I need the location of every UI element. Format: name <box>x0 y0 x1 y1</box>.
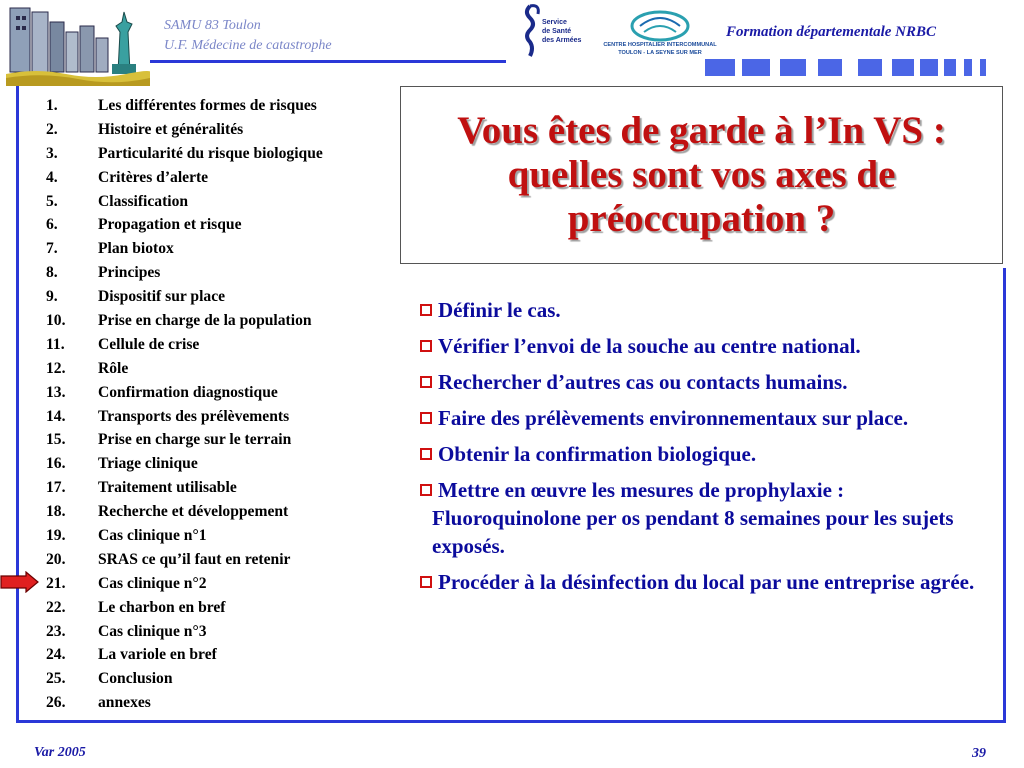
toc-item-label: Particularité du risque biologique <box>98 144 323 162</box>
toc-item-number: 10. <box>46 311 66 329</box>
toc-item[interactable] <box>30 333 400 357</box>
toc-item[interactable] <box>30 405 400 429</box>
toc-item-number: 3. <box>46 144 58 162</box>
skyline-logo-icon <box>6 2 150 86</box>
toc-item[interactable] <box>30 476 400 500</box>
decor-square <box>920 59 938 76</box>
toc-item[interactable] <box>30 237 400 261</box>
bullet-item <box>420 568 992 596</box>
toc-item-label: Confirmation diagnostique <box>98 383 278 401</box>
toc-item-label: Cellule de crise <box>98 335 200 353</box>
toc-item-number: 14. <box>46 407 66 425</box>
bullet-item <box>420 296 992 324</box>
samu-logo <box>6 2 150 86</box>
bullet-checkbox-icon <box>420 376 432 388</box>
toc-item-label: Traitement utilisable <box>98 479 237 497</box>
toc-item[interactable] <box>30 261 400 285</box>
toc-item[interactable] <box>30 596 400 620</box>
bullet-text: Mettre en œuvre les mesures de prophylaxie : Fluoroquinolone per os pendant 8 semaines pour les sujets exposés. <box>432 478 954 558</box>
svg-text:CENTRE HOSPITALIER INTERCOMMUN: CENTRE HOSPITALIER INTERCOMMUNAL <box>603 42 717 48</box>
service-sante-logo <box>516 2 588 60</box>
decor-square <box>780 59 806 76</box>
hospital-emblem-icon <box>600 6 720 58</box>
toc-item-label: Cas clinique n°3 <box>98 622 207 640</box>
bullet-checkbox-icon <box>420 412 432 424</box>
toc-item[interactable] <box>30 452 400 476</box>
toc-item[interactable] <box>30 309 400 333</box>
svg-text:de Santé: de Santé <box>542 28 572 35</box>
toc-item-label: Prise en charge sur le terrain <box>98 431 292 449</box>
toc-item-number: 16. <box>46 455 66 473</box>
bullet-item <box>420 368 992 396</box>
decor-square <box>742 59 770 76</box>
bullet-text: Obtenir la confirmation biologique. <box>438 442 757 466</box>
toc-item[interactable] <box>30 190 400 214</box>
toc-item-label: Prise en charge de la population <box>98 311 312 329</box>
bullet-text: Rechercher d’autres cas ou contacts humains. <box>438 370 848 394</box>
decor-square <box>892 59 914 76</box>
toc-item-number: 26. <box>46 694 66 712</box>
toc-item-number: 11. <box>46 335 65 353</box>
toc-item[interactable] <box>30 500 400 524</box>
bullet-text: Faire des prélèvements environnementaux sur place. <box>438 406 909 430</box>
toc-item[interactable] <box>30 428 400 452</box>
formation-title: Formation départementale NRBC <box>726 24 937 40</box>
toc-item-label: Dispositif sur place <box>98 288 226 306</box>
toc-item-label: Le charbon en bref <box>98 598 226 616</box>
toc-item-number: 1. <box>46 96 58 114</box>
toc-item[interactable] <box>30 620 400 644</box>
caduceus-icon <box>516 2 588 60</box>
toc-item[interactable] <box>30 142 400 166</box>
org-line1: SAMU 83 Toulon <box>164 18 261 33</box>
bullet-text: Définir le cas. <box>438 298 561 322</box>
bullet-item <box>420 404 992 432</box>
toc-item-number: 21. <box>46 574 66 592</box>
bullet-checkbox-icon <box>420 576 432 588</box>
toc-item[interactable] <box>30 357 400 381</box>
svg-text:TOULON - LA SEYNE SUR MER: TOULON - LA SEYNE SUR MER <box>618 50 702 56</box>
decor-square <box>705 59 735 76</box>
org-line2: U.F. Médecine de catastrophe <box>164 38 332 53</box>
hospital-logo <box>600 6 720 58</box>
bullet-item <box>420 332 992 360</box>
toc-item-label: Principes <box>98 264 161 282</box>
toc-item-number: 20. <box>46 550 66 568</box>
toc-item-number: 22. <box>46 598 66 616</box>
svg-text:des Armées: des Armées <box>542 37 582 44</box>
toc-item-number: 4. <box>46 168 58 186</box>
bullet-text: Procéder à la désinfection du local par une entreprise agrée. <box>438 570 975 594</box>
toc-item-number: 7. <box>46 240 58 258</box>
bullet-text: Vérifier l’envoi de la souche au centre national. <box>438 334 861 358</box>
toc-item-label: Recherche et développement <box>98 503 289 521</box>
toc-item-label: Cas clinique n°1 <box>98 526 207 544</box>
bullet-list <box>420 296 992 604</box>
toc-item[interactable] <box>30 285 400 309</box>
toc-item-label: Propagation et risque <box>98 216 242 234</box>
toc-item-label: Transports des prélèvements <box>98 407 290 425</box>
svg-text:Service: Service <box>542 19 567 26</box>
toc-item-label: Plan biotox <box>98 240 174 258</box>
toc-item-label: Conclusion <box>98 670 173 688</box>
toc-item-number: 18. <box>46 503 66 521</box>
bullet-item <box>420 476 992 560</box>
toc-item-label: Classification <box>98 192 189 210</box>
decor-square <box>818 59 842 76</box>
footer-date: Var 2005 <box>34 745 86 760</box>
page-number: 39 <box>972 746 986 761</box>
bottom-frame-line <box>16 720 1006 723</box>
toc-item-label: Critères d’alerte <box>98 168 209 186</box>
toc-item-number: 24. <box>46 646 66 664</box>
toc-item[interactable] <box>30 572 400 596</box>
toc-item[interactable] <box>30 548 400 572</box>
toc-item[interactable] <box>30 691 400 715</box>
toc-item[interactable] <box>30 524 400 548</box>
toc-item[interactable] <box>30 643 400 667</box>
bullet-checkbox-icon <box>420 484 432 496</box>
bullet-item <box>420 440 992 468</box>
toc-item[interactable] <box>30 94 400 118</box>
toc-item-label: La variole en bref <box>98 646 217 664</box>
toc-item-label: Triage clinique <box>98 455 198 473</box>
toc-item-number: 13. <box>46 383 66 401</box>
toc-item-number: 25. <box>46 670 66 688</box>
current-item-arrow <box>0 571 40 593</box>
toc-item[interactable] <box>30 213 400 237</box>
decor-square <box>944 59 956 76</box>
toc-item-number: 12. <box>46 359 66 377</box>
toc-item-label: Histoire et généralités <box>98 120 244 138</box>
left-frame-line <box>16 86 19 721</box>
decor-square <box>964 59 972 76</box>
toc-item-number: 2. <box>46 120 58 138</box>
red-arrow-icon <box>0 571 40 593</box>
toc-item-number: 15. <box>46 431 66 449</box>
toc-item-label: annexes <box>98 694 151 712</box>
bullet-checkbox-icon <box>420 448 432 460</box>
org-text <box>164 16 332 56</box>
toc-item-label: Rôle <box>98 359 129 377</box>
toc-item-number: 9. <box>46 288 58 306</box>
toc-item-label: Les différentes formes de risques <box>98 96 317 114</box>
toc-item-number: 23. <box>46 622 66 640</box>
toc-item-number: 6. <box>46 216 58 234</box>
header-divider <box>150 60 506 63</box>
slide-title-box <box>400 86 1003 264</box>
toc-item-label: SRAS ce qu’il faut en retenir <box>98 550 291 568</box>
toc-item[interactable] <box>30 667 400 691</box>
toc-item-label: Cas clinique n°2 <box>98 574 207 592</box>
toc-item[interactable] <box>30 381 400 405</box>
table-of-contents <box>30 94 400 715</box>
toc-item-number: 8. <box>46 264 58 282</box>
toc-item-number: 17. <box>46 479 66 497</box>
toc-item[interactable] <box>30 166 400 190</box>
toc-item-number: 19. <box>46 526 66 544</box>
toc-item[interactable] <box>30 118 400 142</box>
bullet-checkbox-icon <box>420 340 432 352</box>
slide-title: Vous êtes de garde à l’In VS : quelles sont vos axes de préoccupation ? <box>457 109 946 240</box>
toc-item-number: 5. <box>46 192 58 210</box>
decor-square <box>980 59 986 76</box>
decor-square <box>858 59 882 76</box>
right-frame-line <box>1003 268 1006 723</box>
bullet-checkbox-icon <box>420 304 432 316</box>
